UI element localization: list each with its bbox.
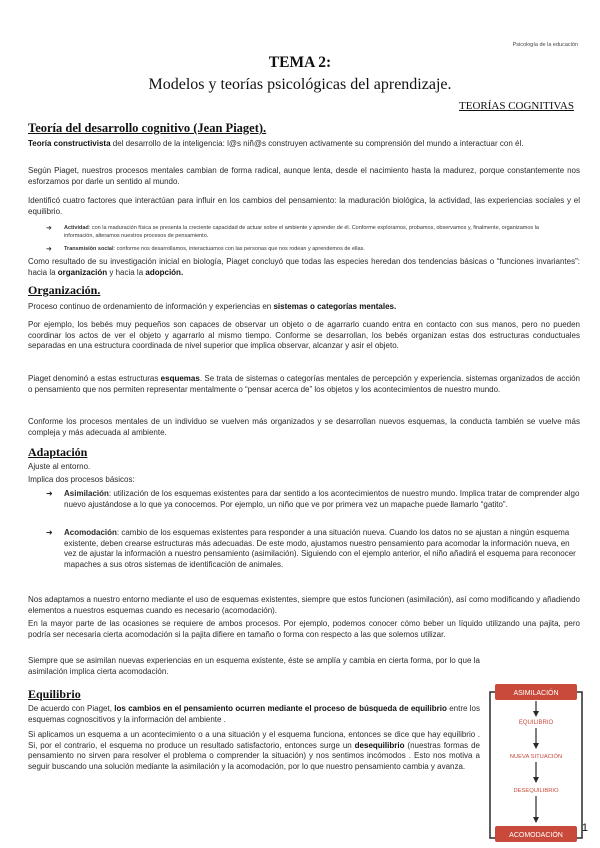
text: : con la maduración física se presenta la creciente capacidad de actuar sobre el ambiente y aprender de él. Conforme exploramos, probamos, observamos y, finalmente, organizamos la información, alteramos nuestros procesos de pensamiento.	[64, 225, 539, 239]
label: Asimilación	[64, 489, 109, 498]
paragraph-cuatro-factores: Identificó cuatro factores que interactúan para influir en los cambios del pensamiento: la maduración biológica, la actividad, las experiencias sociales y el equilibrio.	[28, 196, 580, 216]
term-constructivista: Teoría constructivista	[28, 139, 111, 148]
paragraph-ajuste: Ajuste al entorno.	[28, 462, 91, 471]
text: : cambio de los esquemas existentes para responder a una situación nueva. Cuando los datos no se ajustan a ningún esquema existente, deben crearse estructuras más adecuadas. De este modo, ajustamos nuestro pensamiento para acomodar la información nueva, en vez de ajustar la información a nuestro pensamiento (asimilación). Siguiendo con el ejemplo anterior, el niño añadirá el esquema para reconocer mapaches a sus otros sistemas de identificación de animales.	[64, 528, 576, 569]
equilibration-diagram	[489, 670, 583, 846]
term-organizacion: organización	[57, 267, 108, 277]
term-desequilibrio: desequilibrio	[354, 740, 405, 750]
text: Como resultado de su investigación inicial en biología, Piaget concluyó que todas las especies heredan dos tendencias básicas o “funciones invariantes”: hacia la	[28, 257, 580, 277]
text: : utilización de los esquemas existentes para dar sentido a los acontecimientos de nuestro mundo. Implica tratar de comprender algo nuevo ajustándose a lo que ya conocemos. Por ejemplo, un niño que ve por primera vez un mapache puede llamarlo “gatito”.	[64, 489, 580, 509]
text: De acuerdo con Piaget,	[28, 704, 115, 713]
paragraph-conforme: Conforme los procesos mentales de un individuo se vuelven más organizados y se desarrollan nuevos esquemas, la conducta también se vuelve más compleja y más adecuada al ambiente.	[28, 417, 580, 437]
term-busqueda-equilibrio: los cambios en el pensamiento ocurren mediante el proceso de búsqueda de equilibrio	[114, 704, 447, 713]
term-esquemas: esquemas	[160, 374, 200, 383]
arrow-icon: ➜	[46, 225, 52, 232]
text: Si aplicamos un esquema a un acontecimiento o a una situación y el esquema funciona, entonces se dice que hay equilibrio . Si, por el contrario, el esquema no produce un resultado satisfactorio, entonces surge un	[28, 730, 480, 750]
term-sistemas: sistemas o categorías mentales.	[273, 302, 397, 311]
paragraph-implica: Implica dos procesos básicos:	[28, 475, 135, 484]
subtitle-teorias: TEORÍAS COGNITIVAS	[459, 100, 574, 112]
text: del desarrollo de la inteligencia: l@s niñ@s construyen activamente su comprensión del mundo a interactuar con él.	[110, 139, 524, 148]
heading-organizacion: Organización.	[28, 283, 101, 297]
paragraph-proceso-continuo	[28, 302, 580, 313]
paragraph-segun-piaget: Según Piaget, nuestros procesos mentales cambian de forma radical, aunque lenta, desde el nacimiento hasta la madurez, porque constantemente nos esforzamos por darle un sentido al mundo.	[28, 166, 580, 186]
bullet-acomodacion	[46, 528, 580, 570]
text: : conforme nos desarrollamos, interactuamos con las personas que nos rodean y aprendemos de ellas.	[113, 246, 365, 252]
paragraph-acuerdo-piaget	[28, 704, 480, 725]
label-equilibrio: EQUILIBRIO	[518, 720, 554, 726]
paragraph-nos-adaptamos: Nos adaptamos a nuestro entorno mediante el uso de esquemas existentes, siempre que estos funcionen (asimilación), así como modificando y añadiendo elementos a nuestros esquemas cuando es necesario (acomodación).	[28, 595, 580, 615]
paragraph-constructivista	[28, 139, 580, 150]
text: entre los esquemas cognoscitivos y la información del ambiente .	[28, 704, 480, 724]
text: Proceso continuo de ordenamiento de información y experiencias en	[28, 302, 274, 311]
text: y hacia la	[107, 267, 146, 277]
text: (nuestras formas de pensamiento no sirven para resolver el problema o comprender la situación) y nos sentimos incómodos . Esto nos motiva a seguir buscando una solución mediante la asimilación y la acomodación, por lo que nuestro pensamiento cambia y avanza.	[28, 740, 480, 771]
bullet-actividad	[46, 225, 564, 240]
heading-adaptacion: Adaptación	[28, 445, 88, 459]
label-asimilacion: ASIMILACIÓN	[513, 690, 559, 697]
label: Transmisión social	[64, 246, 114, 252]
header-note: Psicología de la educación	[512, 42, 578, 48]
term-adopcion: adopción.	[145, 267, 184, 277]
loop-line-left	[490, 692, 495, 838]
label: Acomodación	[64, 528, 117, 537]
arrow-icon: ➜	[46, 528, 53, 537]
paragraph-mayor-parte: En la mayor parte de las ocasiones se requiere de ambos procesos. Por ejemplo, podemos conocer cómo beber un líquido utilizando una pajita, pero podría ser necesaria cierta acomodación si la pajita difiere en tamaño o forma con respecto a las que solemos utilizar.	[28, 619, 580, 639]
text: . Se trata de sistemas o categorías mentales de percepción y experiencia. sistemas organizados de acción o pensamiento que nos permiten representar mentalmente o “pensar acerca de” los objetos y los acontecimientos de nuestro mundo.	[28, 374, 580, 394]
text: Piaget denominó a estas estructuras	[28, 374, 161, 383]
arrow-icon: ➜	[46, 489, 53, 498]
paragraph-esquemas	[28, 374, 580, 395]
label-nueva-situacion: NUEVA SITUACIÓN	[509, 754, 563, 760]
title-modelos: Modelos y teorías psicológicas del aprendizaje.	[148, 76, 452, 93]
page-number: 1	[581, 822, 588, 834]
paragraph-bebes: Por ejemplo, los bebés muy pequeños son capaces de observar un objeto o de agarrarlo cuando entra en contacto con sus manos, pero no pueden coordinar los actos de ver el objeto y agarrarlo al mismo tiempo. Conforme se desarrollan, los bebés organizan estas dos estructuras conductuales separadas en una estructura coordinada de nivel superior que implica observar, alcanzar y asir el objeto.	[28, 320, 580, 351]
bullet-asimilacion	[46, 489, 580, 510]
loop-line-right	[577, 692, 582, 838]
paragraph-aplicamos	[28, 730, 480, 772]
arrow-icon: ➜	[46, 246, 52, 253]
heading-equilibrio: Equilibrio	[28, 687, 81, 701]
paragraph-siempre: Siempre que se asimilan nuevas experiencias en un esquema existente, éste se amplía y cambia en cierta forma, por lo que la asimilación implica cierta acomodación.	[28, 656, 480, 676]
title-tema: TEMA 2:	[268, 54, 332, 71]
label-desequilibrio: DESEQUILIBRIO	[513, 788, 559, 794]
heading-piaget: Teoría del desarrollo cognitivo (Jean Piaget).	[28, 121, 267, 135]
label: Actividad	[64, 225, 89, 231]
paragraph-funciones-invariantes	[28, 257, 580, 278]
label-acomodacion: ACOMODACIÓN	[509, 832, 563, 839]
bullet-transmision	[46, 246, 564, 254]
